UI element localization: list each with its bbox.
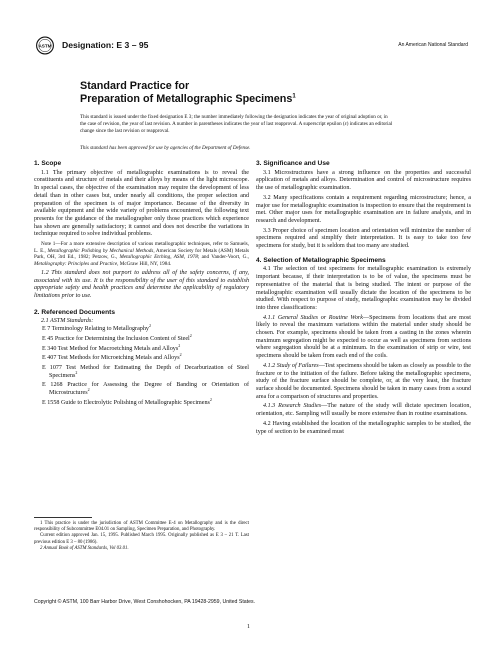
refdoc-item: E 1077 Test Method for Estimating the Depth of Decarburization of Steel Specimens$^2$ — [42, 365, 249, 379]
refdoc-item: E 340 Test Method for Macroetching Metals and Alloys$^2$ — [42, 342, 181, 352]
refdoc-item: E 407 Test Methods for Microetching Metals and Alloys$^2$ — [42, 352, 182, 362]
scope-1-1: 1.1 The primary objective of metallographic examinations is to reveal the constituents and structure of metals and their alloys by means of the light microscope. In special cases, the objective of the examination may require the development of less detail than in other cases but, under nearly all conditions, the proper selection and preparation of the specimen is of major importance. Because of the diversity in available equipment and the wide variety of problems encountered, the following text presents for the guidance of the metallographer only those practices which experience has shown are generally satisfactory; it cannot and does not describe the variations in technique required to solve individual problems. — [34, 169, 249, 238]
refdoc-item: E 1268 Practice for Assessing the Degree of Banding or Orientation of Microstructures$^2$ — [42, 382, 249, 397]
significance-3-3: 3.3 Proper choice of specimen location and orientation will minimize the number of specimens required and simplify their interpretation. It is easy to take too few specimens for study, but it is seldom that too many are studied. — [256, 227, 471, 250]
copyright: Copyright © ASTM, 100 Barr Harbor Drive, West Conshohocken, PA 19428-2959, United States. — [34, 599, 256, 605]
refdocs-sub: 2.1 ASTM Standards: — [41, 318, 94, 325]
title-footnote-ref: 1 — [292, 92, 296, 99]
refdoc-item: E 7 Terminology Relating to Metallography$^2$ — [42, 323, 151, 333]
selection-4-1: 4.1 The selection of test specimens for metallographic examination is extremely important because, if their interpretation is to be of value, the specimens must be representative of the material that is being studied. The intent or purpose of the metallographic examination will usually dictate the location of the specimens to be studied. With respect to purpose of study, metallographic examination may be divided into three classifications: — [256, 266, 471, 311]
svg-text:ASTM: ASTM — [38, 43, 52, 49]
right-column — [256, 160, 471, 438]
page-number: 1 — [247, 624, 250, 630]
selection-4-1-3: 4.1.3 Research Studies—The nature of the study will dictate specimen location, orientation, etc. Sampling will usually be more extensive than in routine examinations. — [256, 403, 471, 418]
refdoc-item: E 45 Practice for Determining the Inclusion Content of Steel$^2$ — [42, 332, 192, 342]
significance-3-1: 3.1 Microstructures have a strong influence on the properties and successful application of metals and alloys. Determination and control of microstructure requires the use of metallographic examination. — [256, 169, 471, 192]
footnote-1b: Current edition approved Jan. 15, 1995. Published March 1995. Originally published as E 3 – 21 T. Last previous edition E 3 – 80 (1986). — [34, 533, 249, 545]
title-line-2: Preparation of Metallographic Specimens — [80, 92, 293, 105]
selection-4-1-1: 4.1.1 General Studies or Routine Work—Specimens from locations that are most likely to reveal the maximum variations within the material under study should be chosen. For example, specimens should be taken from a casting in the zones wherein maximum segregation might be expected to occur as well as specimens from sections where segregation should be at a minimum. In the examination of strip or wire, test specimens should be taken from each end of the coils. — [256, 314, 471, 360]
issued-note: This standard is issued under the fixed designation E 3; the number immediately following the designation indicates the year of original adoption or, in the case of revision, the year of last revision. A number in parentheses indicates the year of last reapproval. A superscript epsilon (ε) indicates an editorial change since the last revision or reapproval. — [80, 114, 393, 134]
note-1: Note 1—For a more extensive description of various metallographic techniques, refer to Samuels, L. E., Metallographic Polishing by Mechanical Methods, American Society for Metals (ASM) Metals Park, OH, 3rd Ed., 1982; Petzow, G., Metallographic Etching, ASM, 1978; and Vander-Voort, G., Metallography: Principles and Practice, McGraw Hill, NY, 1984. — [34, 241, 249, 268]
footnote-1: 1 This practice is under the jurisdiction of ASTM Committee E-4 on Metallography and is the direct responsibility of Subcommittee E04.01 on Sampling, Specimen Preparation, and Photography. — [34, 521, 249, 533]
scope-1-2: 1.2 This standard does not purport to address all of the safety concerns, if any, associated with its use. It is the responsibility of the user of this standard to establish appropriate safety and health practices and determine the applicability of regulatory limitations prior to use. — [34, 269, 249, 299]
footnote-2: 2 Annual Book of ASTM Standards, Vol 03.01. — [40, 545, 129, 551]
approved-note: This standard has been approved for use by agencies of the Department of Defense. — [80, 145, 251, 151]
footnotes — [34, 521, 249, 552]
left-column — [34, 160, 249, 410]
designation: Designation: E 3 – 95 — [62, 40, 149, 50]
selection-4-1-2: 4.1.2 Study of Failures—Test specimens should be taken as closely as possible to the fracture or to the initiation of the failure. Before taking the metallographic specimens, study of the fracture surface should be complete, or, at the very least, the fracture surface should be documented. Specimens should be taken in many cases from a sound area for a comparison of structures and properties. — [256, 362, 471, 400]
refdocs-heading: 2. Referenced Documents — [34, 308, 115, 316]
significance-3-2: 3.2 Many specifications contain a requirement regarding microstructure; hence, a major use for metallographic examination is inspection to ensure that the requirement is met. Other major uses for metallographic examination are in failure analysis, and in research and development. — [256, 194, 471, 224]
significance-heading: 3. Significance and Use — [256, 160, 330, 167]
refdoc-item: E 1558 Guide to Electrolytic Polishing of Metallographic Specimens$^2$ — [42, 396, 212, 406]
selection-4-2: 4.2 Having established the location of the metallographic samples to be studied, the type of section to be examined must — [256, 420, 471, 435]
footnote-rule — [34, 517, 92, 518]
title-line-1: Standard Practice for — [80, 80, 190, 92]
astm-logo-icon — [36, 35, 54, 56]
refdocs-list — [34, 323, 249, 408]
document-title — [80, 80, 296, 105]
selection-heading: 4. Selection of Metallographic Specimens — [256, 256, 386, 264]
ans-label: An American National Standard — [398, 42, 468, 48]
scope-heading: 1. Scope — [34, 160, 62, 167]
